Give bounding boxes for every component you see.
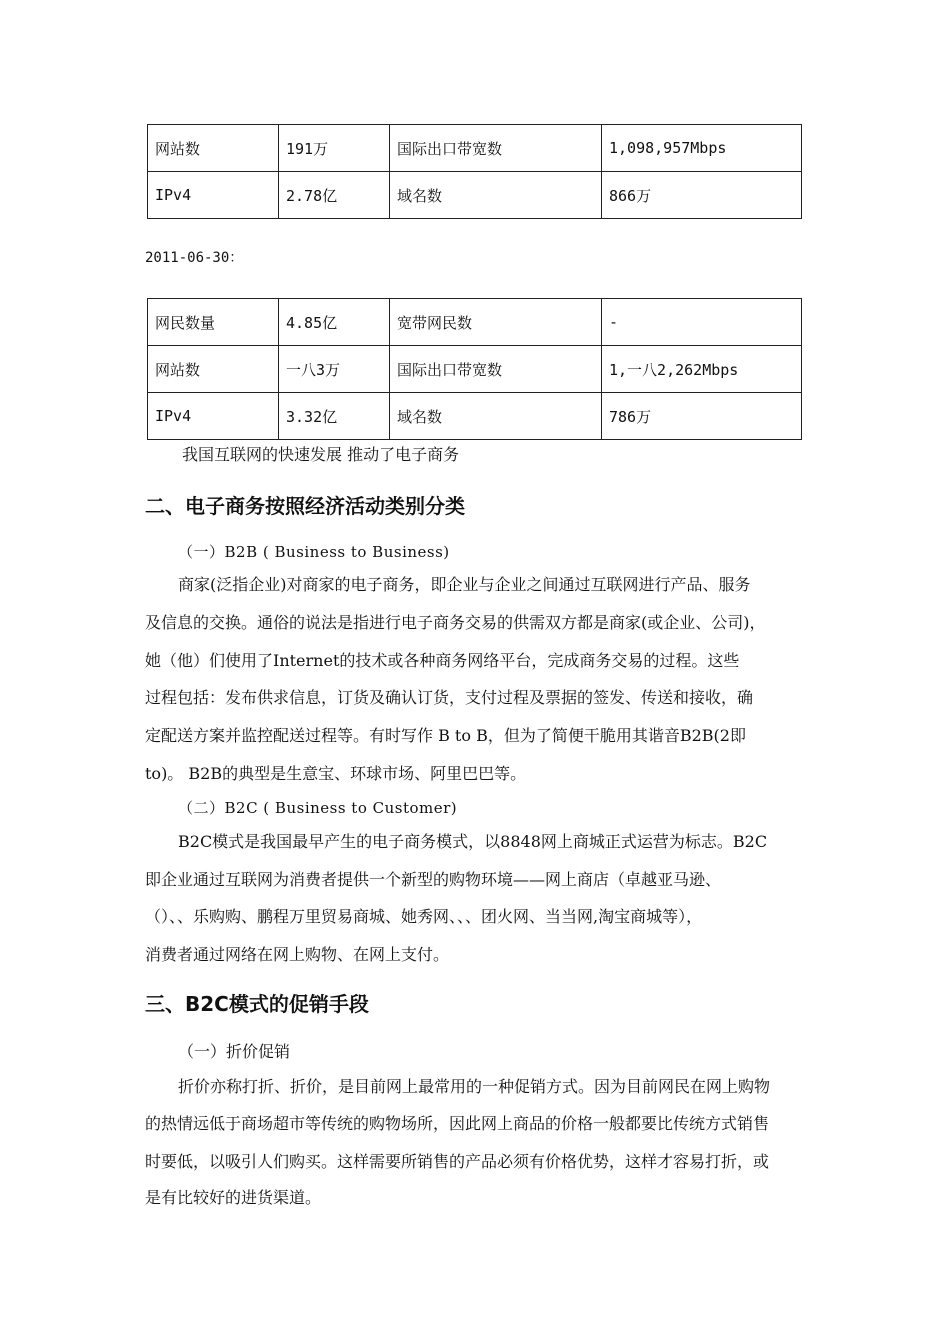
- table-cell: 域名数: [390, 172, 602, 219]
- section-heading-2: 二、电子商务按照经济活动类别分类: [145, 494, 465, 518]
- date-label: 2011-06-30：: [145, 250, 244, 266]
- paragraph-line: 时要低，以吸引人们购买。这样需要所销售的产品必须有价格优势，这样才容易打折，或: [145, 1152, 770, 1171]
- paragraph-line: 及信息的交换。通俗的说法是指进行电子商务交易的供需双方都是商家(或企业、公司)，: [145, 613, 766, 632]
- stats-table-1: [147, 124, 802, 219]
- table-row: [148, 299, 802, 346]
- table-cell: 一八3万: [279, 346, 390, 393]
- paragraph-line: B2C模式是我国最早产生的电子商务模式，以8848网上商城正式运营为标志。B2C: [178, 832, 768, 851]
- table-row: [148, 125, 802, 172]
- table-row: [148, 346, 802, 393]
- table-cell: 网站数: [148, 125, 279, 172]
- table-cell: 2.78亿: [279, 172, 390, 219]
- table-cell: IPv4: [148, 172, 279, 219]
- summary-text: 我国互联网的快速发展 推动了电子商务: [182, 445, 460, 464]
- table-cell: 866万: [602, 172, 802, 219]
- paragraph-line: 商家(泛指企业)对商家的电子商务，即企业与企业之间通过互联网进行产品、服务: [178, 575, 751, 594]
- paragraph-line: 她（他）们使用了Internet的技术或各种商务网络平台，完成商务交易的过程。这些: [145, 651, 740, 670]
- table-cell: 域名数: [390, 393, 602, 440]
- paragraph-line: 是有比较好的进货渠道。: [145, 1188, 322, 1207]
- table-row: [148, 393, 802, 440]
- paragraph-line: 即企业通过互联网为消费者提供一个新型的购物环境——网上商店（卓越亚马逊、: [145, 870, 722, 889]
- paragraph-line: 定配送方案并监控配送过程等。有时写作 B to B，但为了简便干脆用其谐音B2B(2即: [145, 726, 746, 745]
- paragraph-line: 折价亦称打折、折价，是目前网上最常用的一种促销方式。因为目前网民在网上购物: [178, 1077, 771, 1096]
- b2b-subheading: （一）B2B ( Business to Business): [178, 543, 450, 561]
- stats-table-2: [147, 298, 802, 440]
- discount-subheading: （一）折价促销: [178, 1042, 291, 1061]
- table-row: [148, 172, 802, 219]
- table-cell: -: [602, 299, 802, 346]
- paragraph-line: 消费者通过网络在网上购物、在网上支付。: [145, 945, 450, 964]
- table-cell: 786万: [602, 393, 802, 440]
- paragraph-line: to)。 B2B的典型是生意宝、环球市场、阿里巴巴等。: [145, 764, 527, 783]
- table-cell: 1,098,957Mbps: [602, 125, 802, 172]
- table-cell: 国际出口带宽数: [390, 125, 602, 172]
- table-cell: 国际出口带宽数: [390, 346, 602, 393]
- table-cell: 1,一八2,262Mbps: [602, 346, 802, 393]
- paragraph-line: 过程包括：发布供求信息，订货及确认订货，支付过程及票据的签发、传送和接收，确: [145, 688, 754, 707]
- paragraph-line: （）、、乐购购、鹏程万里贸易商城、她秀网、、、团火网、当当网,淘宝商城等），: [145, 907, 703, 926]
- section-heading-3: 三、B2C模式的促销手段: [145, 992, 369, 1016]
- table-cell: 宽带网民数: [390, 299, 602, 346]
- table-cell: 3.32亿: [279, 393, 390, 440]
- paragraph-line: 的热情远低于商场超市等传统的购物场所，因此网上商品的价格一般都要比传统方式销售: [145, 1114, 770, 1133]
- table-cell: 网站数: [148, 346, 279, 393]
- b2c-subheading: （二）B2C ( Business to Customer): [178, 799, 458, 817]
- table-cell: IPv4: [148, 393, 279, 440]
- table-cell: 网民数量: [148, 299, 279, 346]
- table-cell: 4.85亿: [279, 299, 390, 346]
- table-cell: 191万: [279, 125, 390, 172]
